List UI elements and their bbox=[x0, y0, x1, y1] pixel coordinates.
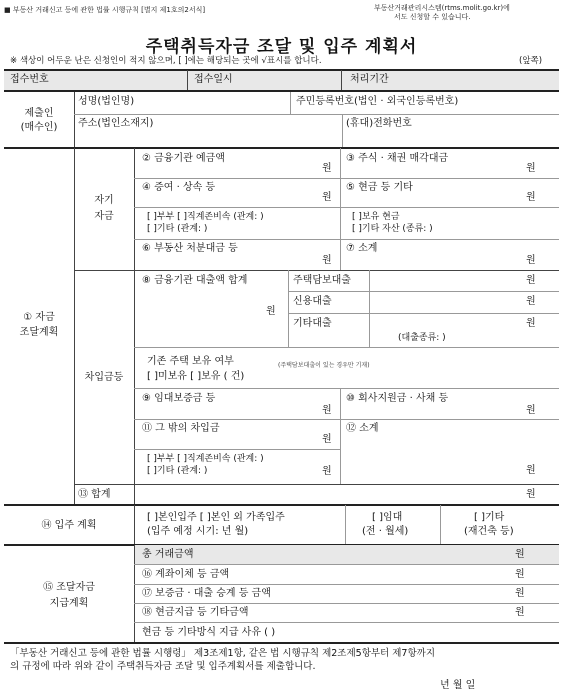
won-unit: 원 bbox=[266, 306, 276, 317]
won-unit: 원 bbox=[526, 275, 536, 286]
company-support-label: ⑩ 회사지원금 · 사채 등 bbox=[346, 393, 449, 404]
existing-house-label: 기존 주택 보유 여부 bbox=[147, 356, 234, 367]
borrowed-funds-label: 차입금등 bbox=[84, 372, 124, 383]
won-unit: 원 bbox=[526, 318, 536, 329]
existing-house-options[interactable]: [ ]미보유 [ ]보유 ( 건) bbox=[147, 371, 245, 382]
won-unit: 원 bbox=[526, 255, 536, 266]
cash-payment-reason-field[interactable]: 현금 등 기타방식 지급 사유 ( ) bbox=[142, 627, 276, 638]
won-unit: 원 bbox=[322, 163, 332, 174]
credit-loan-label: 신용대출 bbox=[293, 296, 332, 307]
other-residence-option[interactable]: [ ]기타 bbox=[474, 512, 505, 523]
loan-type-field[interactable]: (대출종류: ) bbox=[398, 333, 446, 343]
id-number-field-label: 주민등록번호(법인 · 외국인등록번호) bbox=[296, 96, 459, 107]
relation-checkbox-line1[interactable]: [ ]부부 [ ]직계존비속 (관계: ) bbox=[147, 212, 264, 222]
payment-plan-sublabel: 지급계획 bbox=[49, 598, 89, 609]
office-use-row bbox=[4, 70, 559, 90]
page-title: 주택취득자금 조달 및 입주 계획서 bbox=[145, 37, 418, 57]
bank-deposit-label: ② 금융기관 예금액 bbox=[142, 153, 225, 164]
declaration-line1: 「부동산 거래신고 등에 관한 법률 시행령」 제3조제1항, 같은 법 시행규칙 제2조제5항부터 제7항까지 bbox=[10, 648, 436, 659]
relation-checkbox-line2[interactable]: [ ]기타 (관계: ) bbox=[147, 224, 208, 234]
processing-period-label: 처리기간 bbox=[350, 74, 389, 85]
relation-checkbox-line1[interactable]: [ ]부부 [ ]직계존비속 (관계: ) bbox=[147, 454, 264, 464]
bank-loan-total-label: ⑧ 금융기관 대출액 합계 bbox=[142, 275, 248, 286]
funding-section-sublabel: 조달계획 bbox=[19, 327, 59, 338]
won-unit: 원 bbox=[515, 588, 525, 599]
gift-inheritance-label: ④ 증여 · 상속 등 bbox=[142, 182, 216, 193]
address-field-label: 주소(법인소재지) bbox=[78, 118, 154, 129]
reconstruction-label: (재건축 등) bbox=[464, 526, 514, 537]
borrowed-subtotal-label: ⑫ 소계 bbox=[346, 423, 379, 434]
residence-plan-label: ⑭ 입주 계획 bbox=[41, 520, 97, 531]
asset-checkbox-line1[interactable]: [ ]보유 현금 bbox=[352, 212, 400, 222]
won-unit: 원 bbox=[515, 607, 525, 618]
other-loan-label: 기타대출 bbox=[293, 318, 332, 329]
submitter-sublabel: (매수인) bbox=[20, 122, 58, 133]
phone-field-label: (휴대)전화번호 bbox=[346, 118, 412, 129]
won-unit: 원 bbox=[322, 192, 332, 203]
won-unit: 원 bbox=[526, 296, 536, 307]
name-field-label: 성명(법인명) bbox=[78, 96, 135, 107]
own-funds-subtotal-label: ⑦ 소계 bbox=[346, 243, 378, 254]
won-unit: 원 bbox=[322, 434, 332, 445]
own-funds-sublabel: 자금 bbox=[94, 211, 114, 222]
date-field[interactable]: 년 월 일 bbox=[440, 680, 476, 691]
stock-sale-label: ③ 주식 · 채권 매각대금 bbox=[346, 153, 449, 164]
total-price-label: 총 거래금액 bbox=[142, 549, 194, 560]
receipt-number-label: 접수번호 bbox=[10, 74, 49, 85]
funding-section-label: ① 자금 bbox=[23, 312, 55, 323]
existing-house-note: (주택담보대출이 있는 경우만 기재) bbox=[278, 362, 370, 369]
mortgage-loan-label: 주택담보대출 bbox=[293, 275, 351, 286]
system-note-1: 부동산거래관리시스템(rtms.molit.go.kr)에 bbox=[374, 4, 510, 12]
grand-total-label: ⑬ 합계 bbox=[78, 489, 111, 500]
won-unit: 원 bbox=[526, 192, 536, 203]
property-sale-label: ⑥ 부동산 처분대금 등 bbox=[142, 243, 238, 254]
receipt-date-label: 접수일시 bbox=[194, 74, 233, 85]
asset-checkbox-line2[interactable]: [ ]기타 자산 (종류: ) bbox=[352, 224, 433, 234]
won-unit: 원 bbox=[526, 465, 536, 476]
won-unit: 원 bbox=[322, 466, 332, 477]
legal-reference: ■ 부동산 거래신고 등에 관한 법률 시행규칙 [별지 제1호의2서식] bbox=[4, 6, 206, 14]
won-unit: 원 bbox=[526, 163, 536, 174]
won-unit: 원 bbox=[322, 405, 332, 416]
rental-deposit-label: ⑨ 임대보증금 등 bbox=[142, 393, 216, 404]
deposit-loan-assumption-label: ⑰ 보증금 · 대출 승계 등 금액 bbox=[142, 588, 271, 599]
payment-plan-label: ⑮ 조달자금 bbox=[43, 582, 95, 593]
instruction-note: ※ 색상이 어두운 난은 신청인이 적지 않으며, [ ]에는 해당되는 곳에 √표시를 합니다. bbox=[10, 56, 322, 66]
won-unit: 원 bbox=[515, 569, 525, 580]
cash-other-label: ⑤ 현금 등 기타 bbox=[346, 182, 413, 193]
system-note-2: 서도 신청할 수 있습니다. bbox=[394, 13, 471, 21]
submitter-label: 제출인 bbox=[24, 108, 54, 119]
won-unit: 원 bbox=[526, 489, 536, 500]
self-residence-option[interactable]: [ ]본인입주 [ ]본인 외 가족입주 bbox=[147, 512, 285, 523]
lease-option[interactable]: [ ]임대 bbox=[372, 512, 403, 523]
lease-type-label: (전 · 월세) bbox=[362, 526, 409, 537]
own-funds-label: 자기 bbox=[94, 195, 114, 206]
move-in-date-field[interactable]: (입주 예정 시기: 년 월) bbox=[147, 526, 249, 537]
declaration-line2: 의 규정에 따라 위와 같이 주택취득자금 조달 및 입주계획서를 제출합니다. bbox=[10, 661, 316, 672]
total-price-row bbox=[135, 545, 559, 564]
other-borrowing-label: ⑪ 그 밖의 차입금 bbox=[142, 423, 220, 434]
account-transfer-label: ⑯ 계좌이체 등 금액 bbox=[142, 569, 230, 580]
page-side-label: (앞쪽) bbox=[519, 56, 543, 66]
won-unit: 원 bbox=[322, 255, 332, 266]
relation-checkbox-line2[interactable]: [ ]기타 (관계: ) bbox=[147, 466, 208, 476]
cash-payment-label: ⑱ 현금지급 등 기타금액 bbox=[142, 607, 249, 618]
won-unit: 원 bbox=[515, 549, 525, 560]
won-unit: 원 bbox=[526, 405, 536, 416]
